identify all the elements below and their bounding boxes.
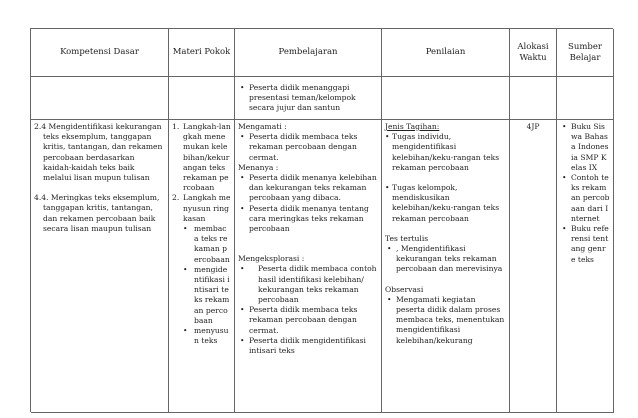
header-penilaian (382, 29, 510, 77)
row1-alokasi-cell (510, 77, 557, 120)
header-alokasi-label: Alokasi Waktu (517, 41, 549, 63)
row1-penilaian-cell (382, 77, 510, 120)
header-kompetensi-dasar (31, 29, 169, 77)
kd-item-4-4: 4.4. Meringkas teks eksemplum, tanggapan kritis, tantangan, dan rekamen percobaan baik secara lisan maupun tulisan (34, 193, 160, 233)
header-sumber-belajar (557, 29, 614, 77)
row2-sumber-cell (557, 120, 614, 413)
kd-item-2-4: 2.4 Mengidentifikasi kekurangan teks eksemplum, tanggapan kritis, tantangan, dan rekamen percobaan berdasarkan kaidah-kaidah teks baik melalui lisan mupun tulisan (34, 122, 163, 183)
header-sumber-label: Sumber Belajar (568, 41, 602, 63)
header-penilaian-label: Penilaian (425, 47, 466, 57)
materi-sub-item: • membaca teks rekaman percobaan (183, 224, 231, 265)
materi-item-2 (172, 193, 231, 346)
menanya-item: • Peserta didik menanya kelebihan dan kekurangan teks rekaman percobaan yang dibaca. (238, 173, 378, 204)
materi-item-1-number: 1. (172, 122, 180, 131)
row2-kd-cell (31, 120, 169, 413)
menanya-heading: Menanya : (238, 162, 279, 172)
row2-pembelajaran-cell (235, 120, 382, 413)
eksplorasi-item: • Peserta didik membaca teks rekaman percobaan dengan cermat. (238, 305, 378, 336)
mengamati-heading: Mengamati : (238, 122, 287, 131)
row2-alokasi-cell (510, 120, 557, 413)
materi-sub-item: • mengidentifikasi intisari teks rekaman percobaan (183, 265, 231, 326)
eksplorasi-item: • Peserta didik mengidentifikasi intisari teks (238, 336, 378, 356)
tes-tertulis-heading: Tes tertulis (385, 233, 429, 243)
jenis-tagihan-item: • Tugas individu, mengidentifikasi kelebihan/keku-rangan teks rekaman percobaan (385, 132, 506, 173)
row2-penilaian-cell (382, 120, 510, 413)
jenis-tagihan-item: • Tugas kelompok, mendiskusikan kelebihan/keku-rangan teks rekaman percobaan (385, 183, 506, 224)
rpp-table (30, 28, 613, 412)
header-alokasi-waktu (510, 29, 557, 77)
mengeksplorasi-heading: Mengeksplorasi : (238, 254, 305, 264)
materi-item-2-number: 2. (172, 193, 180, 203)
menanya-item: • Peserta didik menanya tentang cara meringkas teks rekaman percobaan (238, 204, 378, 235)
mengamati-item: • Peserta didik membaca teks rekaman percobaan dengan cermat. (238, 132, 378, 163)
alokasi-waktu-value: 4JP (526, 122, 540, 131)
jenis-tagihan-heading: Jenis Tagihan: (385, 122, 440, 131)
materi-item-1 (172, 122, 231, 193)
tes-tertulis-item: • , Mengidentifikasi kekurangan teks rekaman percobaan dan merevisinya (385, 244, 506, 275)
row1-pembelajaran-cell (235, 77, 382, 120)
materi-item-2-text: Langkah menyusun ringkasan (183, 193, 231, 223)
row1-materi-cell (169, 77, 235, 120)
sumber-item: • Buku Siswa Bahasa Indonesia SMP Kelas IX (560, 122, 610, 173)
row1-sumber-cell (557, 77, 614, 120)
header-materi-label: Materi Pokok (172, 47, 231, 57)
observasi-item: • Mengamati kegiatan peserta didik dalam proses membaca teks, menentukan mengidentifikasi kelebihan/kekurang (385, 295, 506, 346)
sumber-item: • Contoh teks rekaman percobaan dari Internet (560, 173, 610, 224)
materi-sub-item: • menyusun teks (183, 326, 231, 346)
eksplorasi-item: • Peserta didik membaca contoh hasil identifikasi kelebihan/ kekurangan teks rekaman percobaan (238, 264, 378, 305)
observasi-heading: Observasi (385, 284, 424, 294)
header-pembelajaran (235, 29, 382, 77)
header-pembelajaran-label: Pembelajaran (278, 47, 338, 57)
sumber-item: • Buku referensi tentang genre teks (560, 224, 610, 265)
materi-item-1-text: Langkah-langkah menemukan kelebihan/kekurangan teks rekaman percobaan (183, 122, 231, 193)
header-kd-label: Kompetensi Dasar (60, 47, 139, 57)
row2-materi-cell (169, 120, 235, 413)
header-materi-pokok (169, 29, 235, 77)
row1-pembelajaran-item: • Peserta didik menanggapi presentasi teman/kelompok secara jujur dan santun (238, 83, 378, 114)
row1-kd-cell (31, 77, 169, 120)
